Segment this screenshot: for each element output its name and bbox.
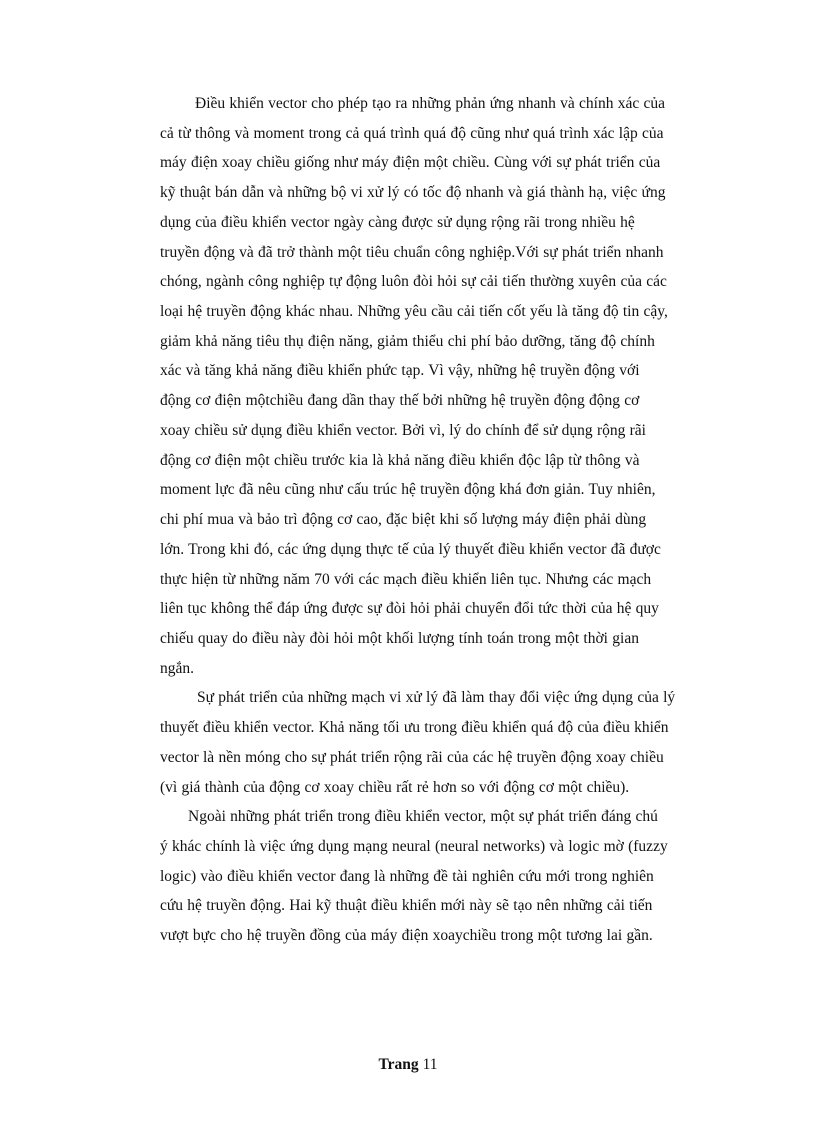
paragraph-1-line-12: xoay chiều sử dụng điều khiển vector. Bởi vì, lý do chính để sử dụng rộng rãi <box>160 421 646 439</box>
paragraph-1-line-18: liên tục không thể đáp ứng được sự đòi hỏi phải chuyển đổi tức thời của hệ quy <box>160 600 659 618</box>
paragraph-2-line-1: Sự phát triển của những mạch vi xử lý đã làm thay đổi việc ứng dụng của lý <box>197 689 676 707</box>
paragraph-1-line-3: máy điện xoay chiều giống như máy điện một chiều. Cùng với sự phát triển của <box>160 154 661 172</box>
paragraph-1-line-16: lớn. Trong khi đó, các ứng dụng thực tế của lý thuyết điều khiển vector đã được <box>160 540 661 558</box>
paragraph-3-line-1: Ngoài những phát triển trong điều khiển vector, một sự phát triển đáng chú <box>188 808 658 826</box>
paragraph-1-line-9: giảm khả năng tiêu thụ điện năng, giảm thiểu chi phí bảo dưỡng, tăng độ chính <box>160 332 655 350</box>
paragraph-1-line-2: cả từ thông và moment trong cả quá trình quá độ cũng như quá trình xác lập của <box>160 124 664 142</box>
paragraph-2-line-3: vector là nền móng cho sự phát triển rộng rãi của các hệ truyền động xoay chiều <box>160 748 664 766</box>
paragraph-1-line-19: chiếu quay do điều này đòi hỏi một khối lượng tính toán trong một thời gian <box>160 629 639 647</box>
page-number: 11 <box>422 1056 438 1073</box>
paragraph-1-line-20: ngắn. <box>160 659 195 677</box>
paragraph-3-line-4: cứu hệ truyền động. Hai kỹ thuật điều khiển mới này sẽ tạo nên những cải tiến <box>160 897 653 915</box>
paragraph-1-line-17: thực hiện từ những năm 70 với các mạch điều khiển liên tục. Nhưng các mạch <box>160 570 652 588</box>
paragraph-1-line-6: truyền động và đã trở thành một tiêu chuẩn công nghiệp.Với sự phát triển nhanh <box>160 243 664 261</box>
paragraph-2-line-2: thuyết điều khiển vector. Khả năng tối ưu trong điều khiển quá độ của điều khiển <box>160 719 669 737</box>
page-footer <box>0 1056 816 1074</box>
paragraph-1-line-5: dụng của điều khiển vector ngày càng được sử dụng rộng rãi trong nhiều hệ <box>160 213 635 231</box>
paragraph-1-line-1: Điều khiển vector cho phép tạo ra những phản ứng nhanh và chính xác của <box>195 95 666 112</box>
paragraph-1-line-15: chi phí mua và bảo trì động cơ cao, đặc biệt khi số lượng máy điện phải dùng <box>160 511 647 529</box>
paragraph-3-line-5: vượt bực cho hệ truyền đồng của máy điện xoaychiều trong một tương lai gần. <box>160 927 653 945</box>
paragraph-3-line-3: logic) vào điều khiển vector đang là những đề tài nghiên cứu mới trong nghiên <box>160 867 654 885</box>
paragraph-1-line-10: xác và tăng khả năng điều khiển phức tạp. Vì vậy, những hệ truyền động với <box>160 362 640 380</box>
paragraph-2-line-4: (vì giá thành của động cơ xoay chiều rất rẻ hơn so với động cơ một chiều). <box>160 778 630 796</box>
paragraph-3-line-2: ý khác chính là việc ứng dụng mạng neural (neural networks) và logic mờ (fuzzy <box>160 837 668 855</box>
paragraph-1-line-4: kỹ thuật bán dẫn và những bộ vi xử lý có tốc độ nhanh và giá thành hạ, việc ứng <box>160 184 666 202</box>
page-label: Trang <box>378 1056 419 1073</box>
paragraph-1-line-8: loại hệ truyền động khác nhau. Những yêu cầu cải tiến cốt yếu là tăng độ tin cậy, <box>160 303 668 321</box>
paragraph-1-line-7: chóng, ngành công nghiệp tự động luôn đòi hỏi sự cải tiến thường xuyên của các <box>160 273 667 291</box>
body-text <box>160 89 688 951</box>
paragraph-1-line-14: moment lực đã nêu cũng như cấu trúc hệ truyền động khá đơn giản. Tuy nhiên, <box>160 481 656 499</box>
paragraph-1-line-13: động cơ điện một chiều trước kia là khả năng điều khiển độc lập từ thông và <box>160 451 640 469</box>
paragraph-1-line-11: động cơ điện mộtchiều đang dần thay thế bởi những hệ truyền động động cơ <box>160 392 640 410</box>
